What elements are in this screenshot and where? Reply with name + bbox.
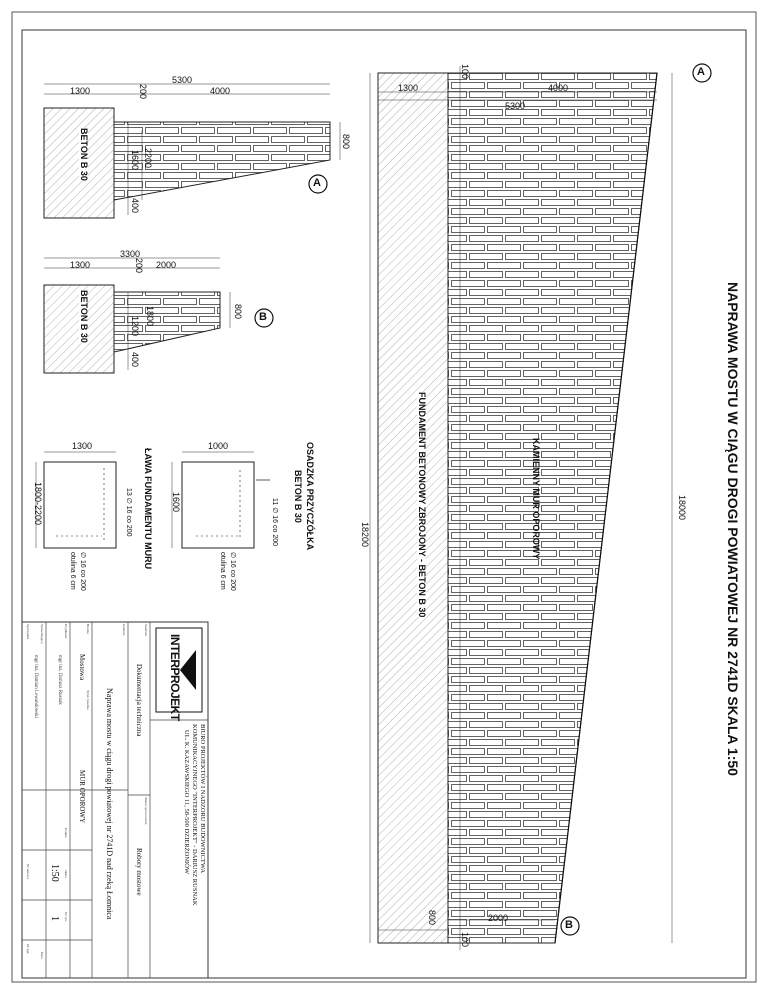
company-line-3: UL. K. KAZAWSKIEGO 11, 58-500 DZIERŻONIÓW	[183, 730, 190, 875]
retaining-wall	[448, 73, 657, 943]
abutment-width: 1000	[208, 441, 229, 451]
section-b-foundation: 1300	[70, 260, 91, 270]
branza-value: Mostowa	[78, 654, 86, 681]
company-line-1: BIURO PROJEKTÓW I NADZORU BUDOWNICTWA	[199, 724, 206, 874]
section-a-foundation: 1300	[70, 86, 91, 96]
skala-value: 1:50	[49, 864, 60, 882]
section-a-height-top: 800	[341, 134, 351, 150]
footing-rebar-stirrup: ∅ 16 co 200	[79, 552, 86, 591]
section-a-concrete: BETON B 30	[79, 128, 89, 181]
nr-label: Nr rys.	[64, 912, 68, 922]
dim-foundation-width: 1300	[398, 83, 419, 93]
tytul-value: MUR OPOROWY	[78, 770, 86, 824]
temat-value: Roboty mostowe	[135, 848, 143, 896]
tytul-label: Tytuł rysunku	[86, 690, 90, 710]
section-a-h2: 1600	[130, 150, 140, 171]
podpis-label: Podpis	[64, 828, 68, 838]
section-b-marker: B	[259, 311, 267, 323]
detail-footing	[36, 452, 116, 548]
skala-label: Skala	[64, 870, 68, 878]
abutment-title-2: BETON B 30	[293, 470, 303, 523]
dim-overall-a: 5300	[505, 101, 526, 111]
abutment-cover: otulina 6 cm	[219, 552, 226, 590]
nr-umowy-label: Nr umowy	[26, 864, 30, 880]
foundation-label: FUNDAMENT BETONOWY ZBROJONY - BETON B 30	[417, 392, 427, 618]
footing-rebar-main: 13 ∅ 16 co 200	[125, 488, 132, 537]
zadanie-value: Naprawa mostu w ciągu drogi powiatowej nr 2741D nad rzeką Łomnica	[105, 688, 114, 920]
section-a-h1: 2200	[143, 148, 153, 169]
nr-value: 1	[49, 916, 60, 921]
sprawdzajacy-label: Sprawdzający	[40, 624, 44, 644]
branza-label: Branża	[86, 624, 90, 634]
section-a-overall: 5300	[172, 75, 193, 85]
abutment-rebar-stirrup: ∅ 16 co 200	[229, 552, 236, 591]
footing-width: 1300	[72, 441, 93, 451]
abutment-title-1: OSADZKA PRZYCZÓŁKA	[305, 442, 315, 551]
marker-a-label: A	[697, 66, 705, 78]
footing-title: ŁAWA FUNDAMENTU MURU	[143, 448, 153, 570]
dim-wall-width-b: 2000	[488, 913, 509, 923]
footing-cover: otulina 6 cm	[69, 552, 76, 590]
section-b-base: 400	[130, 352, 140, 368]
section-b-offset: 200	[134, 258, 144, 274]
section-a-marker: A	[313, 177, 321, 189]
dim-top-offset: 100	[460, 64, 470, 80]
detail-abutment	[172, 452, 270, 548]
logo-text: INTERPROJEKT	[168, 634, 182, 721]
section-b-overall: 3300	[120, 249, 141, 259]
stadium-value: Dokumentacja techniczna	[135, 664, 143, 737]
data-label: Data	[40, 952, 44, 959]
zadanie-label: Zadanie	[122, 624, 126, 636]
drawing-title: NAPRAWA MOSTU W CIĄGU DROGI POWIATOWEJ NR 2741D SKALA 1:50	[725, 282, 741, 776]
section-b-height-top: 800	[233, 304, 243, 320]
dim-wall-width-a: 4000	[548, 83, 569, 93]
dim-total-length: 18000	[677, 495, 687, 521]
sporzadzil-label: Sporządził	[26, 624, 30, 639]
marker-b-label: B	[565, 919, 573, 931]
dim-bottom-offset: 100	[460, 932, 470, 948]
wall-label: KAMIENNY MUR OPOROWY	[531, 438, 541, 560]
abutment-height: 1600	[171, 492, 181, 513]
company-line-2: KOMUNIKACYJNEGO "INTERPROJEKT" - DARIUSZ RUSNAK	[191, 724, 198, 906]
section-a-offset: 200	[138, 84, 148, 100]
dim-height-b: 800	[427, 910, 437, 926]
section-b-wall: 2000	[156, 260, 177, 270]
projektant-label: Projektant	[64, 624, 68, 639]
temat-label: Temat opracowania	[144, 797, 148, 825]
section-b-h1: 1800	[145, 306, 155, 327]
section-b-concrete: BETON B 30	[79, 290, 89, 343]
footing-height: 1800-2200	[33, 482, 43, 526]
section-a-base: 400	[130, 198, 140, 214]
sprawdzajacy-value: mgr inż. Damian Lewandowski	[33, 655, 38, 719]
dim-foundation-length: 18200	[360, 522, 370, 548]
section-a-wall: 4000	[210, 86, 231, 96]
nr-egz-label: Nr egz.	[26, 944, 30, 955]
foundation-strip	[378, 73, 448, 943]
abutment-rebar-main: 11 ∅ 16 co 200	[271, 498, 278, 547]
stadium-label: Stadium	[144, 624, 148, 636]
section-b-h2: 1200	[130, 316, 140, 337]
projektant-value: mgr inż. Dariusz Rusnak	[57, 655, 62, 705]
